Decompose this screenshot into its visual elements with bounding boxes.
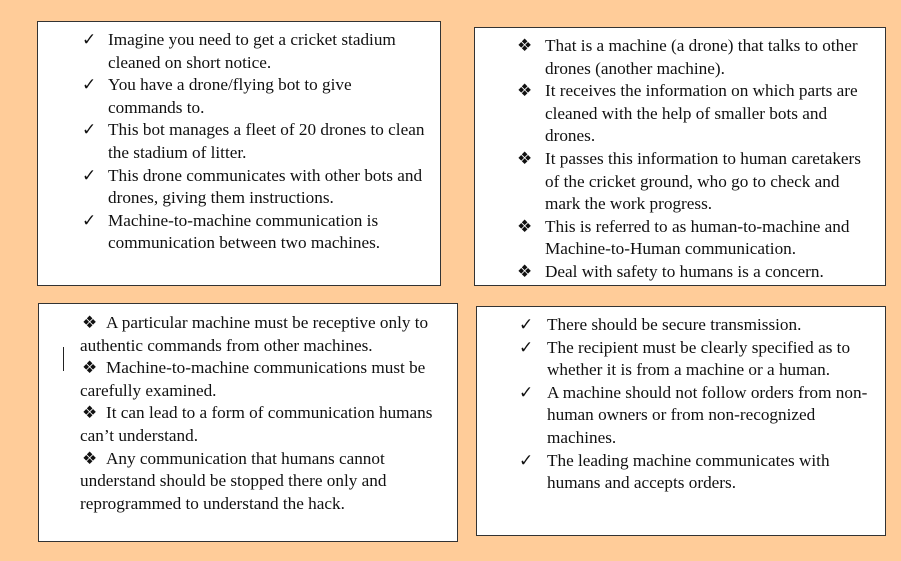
list-item — [519, 382, 875, 450]
bullet-list — [39, 304, 457, 515]
list-item-text: Any communication that humans cannot understand should be stopped there only and reprogrammed to understand the hack. — [80, 448, 387, 513]
bullet-list — [477, 307, 885, 495]
text-cursor — [63, 347, 64, 371]
panel-top-left — [37, 21, 441, 286]
list-item — [519, 450, 875, 495]
list-item — [517, 216, 875, 261]
list-item — [519, 314, 875, 337]
panel-top-right — [474, 27, 886, 286]
list-item — [80, 312, 439, 357]
diamond-icon: ❖ — [517, 81, 533, 101]
check-icon: ✓ — [82, 165, 97, 185]
list-item — [82, 210, 430, 255]
diamond-icon: ❖ — [517, 216, 533, 236]
list-item-text: You have a drone/flying bot to give commands to. — [108, 75, 352, 117]
check-icon: ✓ — [519, 337, 534, 357]
check-icon: ✓ — [519, 315, 534, 334]
check-icon: ✓ — [82, 210, 97, 230]
list-item — [517, 80, 875, 148]
check-icon: ✓ — [519, 382, 534, 402]
panel-bottom-right — [476, 306, 886, 536]
list-item — [80, 357, 439, 402]
list-item — [519, 337, 875, 382]
list-item-text: There should be secure transmission. — [547, 315, 802, 334]
check-icon: ✓ — [82, 30, 97, 49]
list-item-text: It receives the information on which parts are cleaned with the help of smaller bots and drones. — [545, 81, 858, 146]
diamond-icon: ❖ — [517, 148, 533, 168]
diamond-icon: ❖ — [82, 448, 98, 468]
diamond-icon: ❖ — [82, 403, 98, 423]
list-item-text: Machine-to-machine communications must be carefully examined. — [80, 358, 426, 400]
list-item-text: This is referred to as human-to-machine and Machine-to-Human communication. — [545, 216, 850, 259]
list-item-text: It can lead to a form of communication humans can’t understand. — [80, 403, 433, 445]
list-item-text: This drone communicates with other bots and drones, giving them instructions. — [108, 165, 423, 208]
list-item-text: A machine should not follow orders from non-human owners or from non-recognized machines. — [547, 382, 868, 447]
list-item — [82, 119, 430, 164]
list-item — [82, 74, 430, 119]
list-item — [82, 165, 430, 210]
list-item-text: This bot manages a fleet of 20 drones to clean the stadium of litter. — [108, 120, 425, 162]
diamond-icon: ❖ — [517, 261, 533, 281]
list-item-text: Deal with safety to humans is a concern. — [545, 261, 824, 281]
list-item-text: Imagine you need to get a cricket stadium cleaned on short notice. — [108, 30, 396, 72]
list-item-text: It passes this information to human caretakers of the cricket ground, who go to check and mark the work progress. — [545, 148, 861, 214]
check-icon: ✓ — [519, 450, 534, 470]
list-item — [82, 29, 430, 74]
list-item-text: The recipient must be clearly specified as to whether it is from a machine or a human. — [547, 337, 851, 380]
list-item-text: That is a machine (a drone) that talks to other drones (another machine). — [545, 36, 858, 78]
bullet-list — [38, 22, 440, 255]
diamond-icon: ❖ — [82, 313, 98, 332]
check-icon: ✓ — [82, 75, 97, 95]
list-item — [517, 35, 875, 80]
list-item-text: Machine-to-machine communication is communication between two machines. — [108, 210, 381, 253]
check-icon: ✓ — [82, 120, 97, 140]
panel-bottom-left — [38, 303, 458, 542]
diamond-icon: ❖ — [82, 358, 98, 378]
list-item — [80, 402, 439, 447]
list-item — [517, 148, 875, 216]
list-item-text: A particular machine must be receptive only to authentic commands from other machines. — [80, 313, 429, 355]
diamond-icon: ❖ — [517, 36, 533, 55]
list-item-text: The leading machine communicates with humans and accepts orders. — [547, 450, 830, 493]
list-item — [80, 448, 439, 516]
list-item — [517, 261, 875, 284]
bullet-list — [475, 28, 885, 284]
